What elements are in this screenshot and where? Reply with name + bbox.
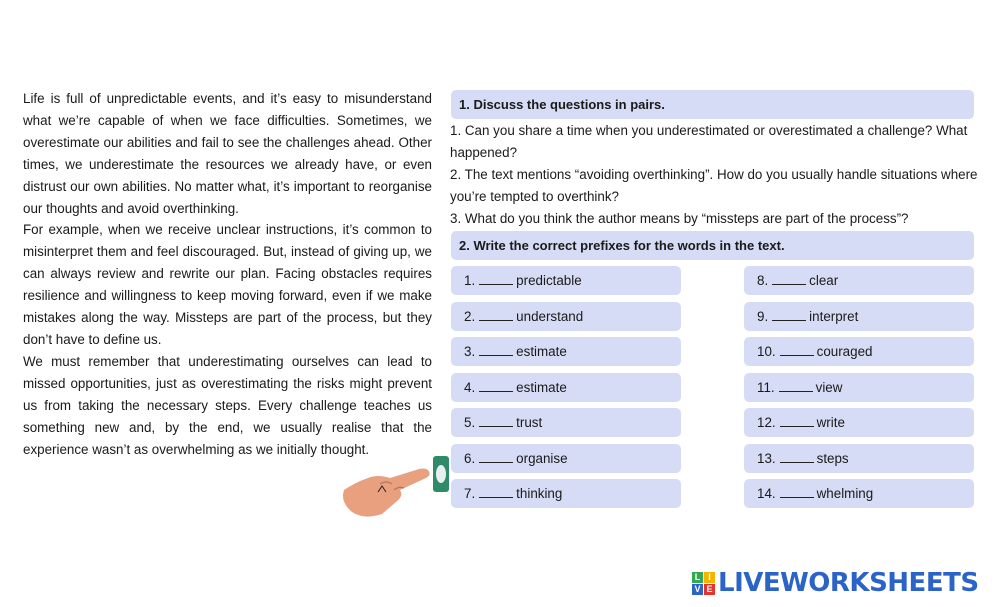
discussion-question-3: 3. What do you think the author means by “missteps are part of the process”? — [450, 211, 909, 226]
answer-field-5[interactable]: 5. trust — [451, 408, 681, 437]
live-badge-icon: L I V E — [692, 572, 715, 595]
speaker-icon — [436, 465, 446, 483]
discussion-question-1: 1. Can you share a time when you underestimated or overestimated a challenge? What happened? — [450, 123, 968, 160]
passage-paragraph-2: For example, when we receive unclear instructions, it’s common to misinterpret them and feel discouraged. But, instead of giving up, we can always review and rewrite our plan. Facing obstacles requires resilience and willingness to keep moving forward, even if we make mistakes along the way. Missteps are part of the process, but they don’t have to define us. — [23, 222, 432, 347]
section-1-heading: 1. Discuss the questions in pairs. — [451, 90, 974, 119]
answer-field-8[interactable]: 8. clear — [744, 266, 974, 295]
answer-field-10[interactable]: 10. couraged — [744, 337, 974, 366]
answer-field-2[interactable]: 2. understand — [451, 302, 681, 331]
answer-field-11[interactable]: 11. view — [744, 373, 974, 402]
answer-field-7[interactable]: 7. thinking — [451, 479, 681, 508]
answer-field-14[interactable]: 14. whelming — [744, 479, 974, 508]
answer-field-3[interactable]: 3. estimate — [451, 337, 681, 366]
section-2-heading: 2. Write the correct prefixes for the words in the text. — [451, 231, 974, 260]
audio-button[interactable] — [433, 456, 449, 492]
passage-paragraph-1: Life is full of unpredictable events, and it’s easy to misunderstand what we’re capable of when we face difficulties. Sometimes, we overestimate our abilities and fail to see the challenges ahead. Other times, we underestimate the resources we already have, or even distrust our own abilities. No matter what, it’s important to reorganise our thoughts and avoid overthinking. — [23, 91, 432, 216]
liveworksheets-logo — [692, 566, 979, 600]
answer-field-9[interactable]: 9. interpret — [744, 302, 974, 331]
discussion-question-2: 2. The text mentions “avoiding overthinking”. How do you usually handle situations where you’re tempted to overthink? — [450, 167, 978, 204]
answer-field-4[interactable]: 4. estimate — [451, 373, 681, 402]
passage-paragraph-3: We must remember that underestimating ourselves can lead to missed opportunities, just as overestimating the risks might prevent us from taking the necessary steps. Every challenge teaches us something new and, by the end, we usually realise that the experience wasn’t as overwhelming as we initially thought. — [23, 353, 432, 457]
answer-field-6[interactable]: 6. organise — [451, 444, 681, 473]
logo-wordmark: LIVEWORKSHEETS — [718, 568, 979, 598]
answer-field-12[interactable]: 12. write — [744, 408, 974, 437]
reading-passage — [23, 88, 432, 460]
answer-field-1[interactable]: 1. predictable — [451, 266, 681, 295]
answer-field-13[interactable]: 13. steps — [744, 444, 974, 473]
